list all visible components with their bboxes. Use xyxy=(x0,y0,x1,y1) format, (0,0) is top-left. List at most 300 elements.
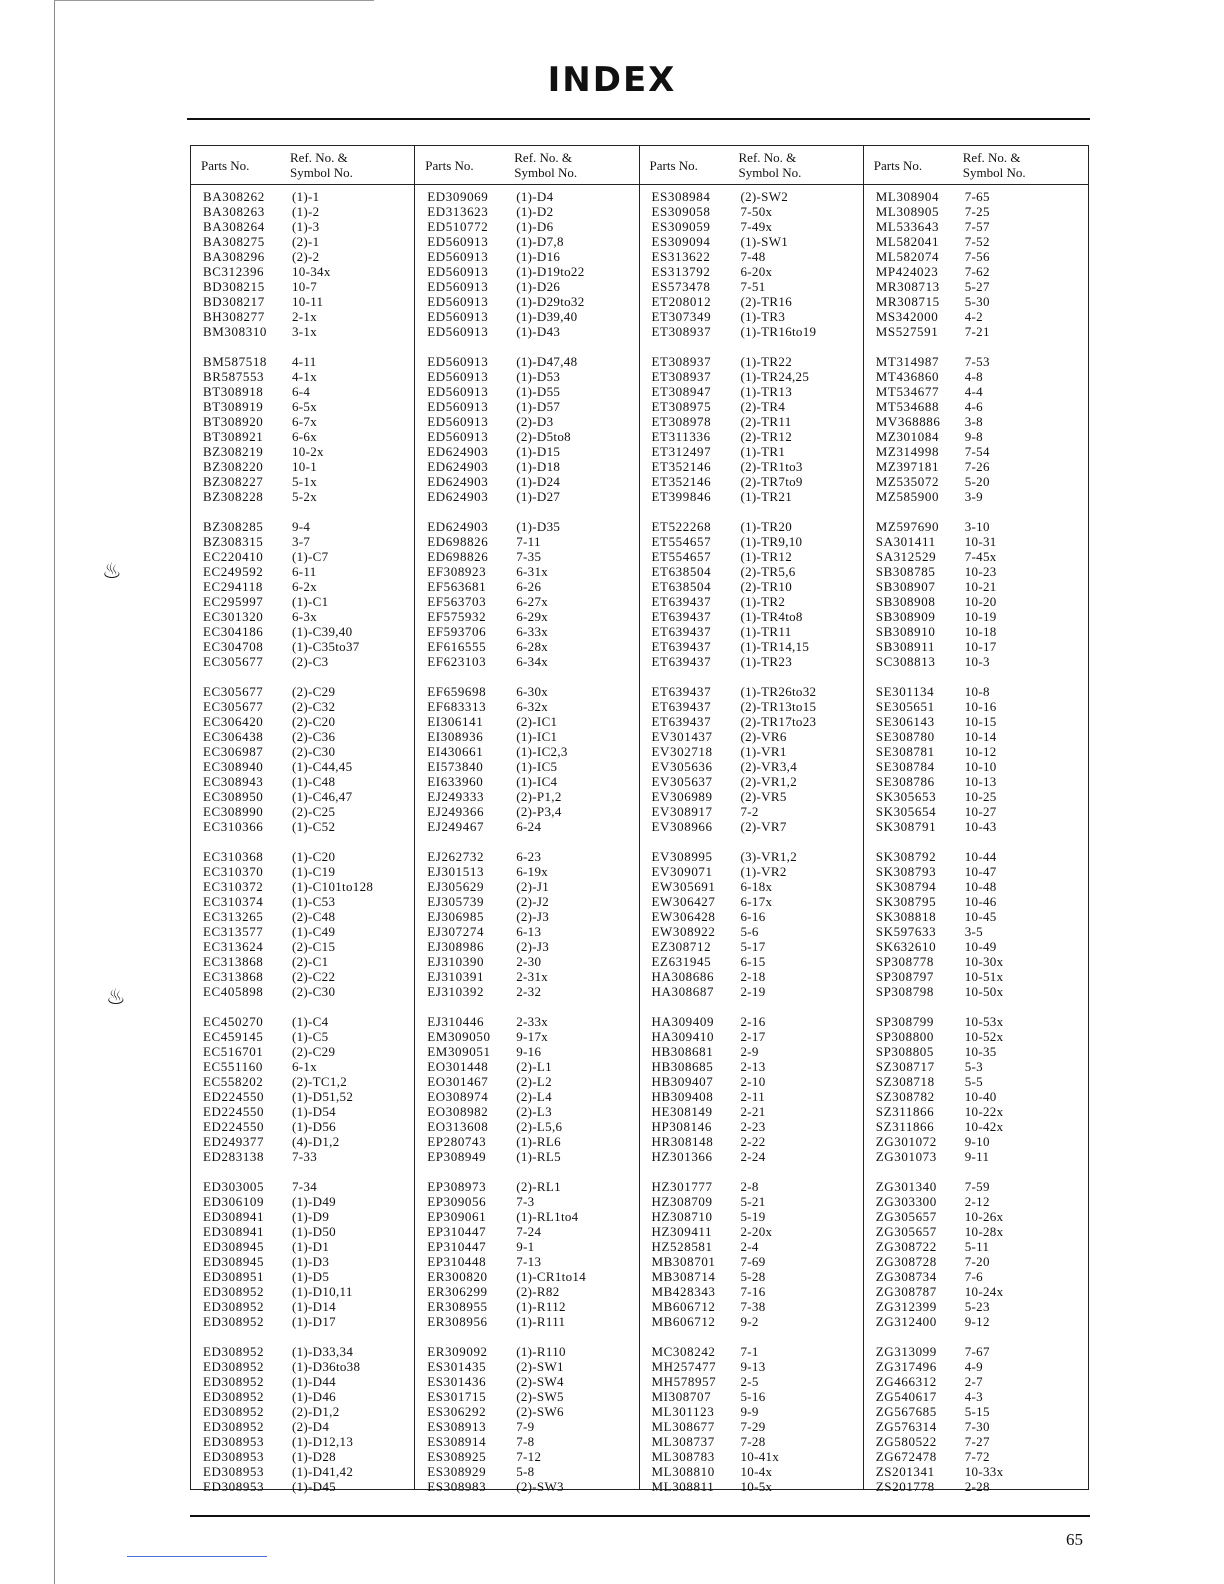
parts-no: ML308904 xyxy=(875,189,940,204)
ref-symbol-no: 6-24 xyxy=(516,819,542,834)
header-parts-no: Parts No. xyxy=(649,158,698,173)
ref-symbol-no: (1)-C4 xyxy=(292,1014,329,1029)
table-row xyxy=(191,1014,414,1029)
table-row xyxy=(415,774,638,789)
table-row xyxy=(640,189,863,204)
table-row xyxy=(191,639,414,654)
table-row xyxy=(191,924,414,939)
parts-no: ET554657 xyxy=(651,549,712,564)
table-row xyxy=(415,1149,638,1164)
table-row xyxy=(864,909,1088,924)
ref-symbol-no: 6-33x xyxy=(516,624,549,639)
parts-no: ED308941 xyxy=(203,1209,265,1224)
parts-no: ZS201778 xyxy=(875,1479,935,1494)
parts-no: EP309061 xyxy=(427,1209,487,1224)
ref-symbol-no: 7-9 xyxy=(516,1419,535,1434)
table-row xyxy=(864,849,1088,864)
table-row xyxy=(640,234,863,249)
table-row xyxy=(191,1314,414,1329)
ref-symbol-no: (1)-D29to32 xyxy=(516,294,585,309)
ref-symbol-no: 4-6 xyxy=(964,399,983,414)
parts-no: BZ308228 xyxy=(203,489,264,504)
parts-no: EM309050 xyxy=(427,1029,491,1044)
parts-no: EV305636 xyxy=(651,759,713,774)
ref-symbol-no: (1)-TR4to8 xyxy=(740,609,803,624)
parts-no: ML301123 xyxy=(651,1404,715,1419)
table-row xyxy=(415,1089,638,1104)
table-row xyxy=(864,369,1088,384)
ref-symbol-no: (1)-SW1 xyxy=(740,234,789,249)
table-row xyxy=(640,414,863,429)
parts-no: EC313624 xyxy=(203,939,264,954)
parts-no: ES313792 xyxy=(651,264,711,279)
parts-no: ZG308734 xyxy=(875,1269,937,1284)
ref-symbol-no: 9-13 xyxy=(740,1359,766,1374)
parts-no: HZ308709 xyxy=(651,1194,713,1209)
ref-symbol-no: (1)-D53 xyxy=(516,369,561,384)
ref-symbol-no: (1)-R110 xyxy=(516,1344,566,1359)
table-row xyxy=(191,324,414,339)
parts-no: ES301715 xyxy=(427,1389,487,1404)
ref-symbol-no: 4-2 xyxy=(964,309,983,324)
table-row xyxy=(191,1269,414,1284)
ref-symbol-no: (2)-VR5 xyxy=(740,789,787,804)
table-row xyxy=(191,474,414,489)
table-row xyxy=(415,1194,638,1209)
table-row xyxy=(864,894,1088,909)
table-row xyxy=(864,579,1088,594)
table-row xyxy=(191,1299,414,1314)
table-row xyxy=(864,804,1088,819)
table-row xyxy=(415,1299,638,1314)
ref-symbol-no: (1)-C49 xyxy=(292,924,336,939)
ref-symbol-no: 10-5x xyxy=(740,1479,773,1494)
parts-no: SK308792 xyxy=(875,849,937,864)
ref-symbol-no: (1)-C46,47 xyxy=(292,789,353,804)
parts-no: MT436860 xyxy=(875,369,940,384)
ref-symbol-no: (2)-C1 xyxy=(292,954,329,969)
ref-symbol-no: 7-52 xyxy=(964,234,990,249)
table-row xyxy=(191,1059,414,1074)
table-row xyxy=(864,249,1088,264)
ref-symbol-no: (2)-IC1 xyxy=(516,714,558,729)
ref-symbol-no: 7-16 xyxy=(740,1284,766,1299)
parts-no: ED308945 xyxy=(203,1239,265,1254)
ref-symbol-no: 2-22 xyxy=(740,1134,766,1149)
table-row xyxy=(191,1449,414,1464)
table-row xyxy=(864,1464,1088,1479)
ref-symbol-no: 2-9 xyxy=(740,1044,759,1059)
ref-symbol-no: (1)-D10,11 xyxy=(292,1284,353,1299)
ref-symbol-no: 10-53x xyxy=(964,1014,1004,1029)
ref-symbol-no: (2)-D3 xyxy=(516,414,554,429)
ref-symbol-no: 9-2 xyxy=(740,1314,759,1329)
parts-no: ET639437 xyxy=(651,714,712,729)
parts-no: EC313265 xyxy=(203,909,264,924)
table-row xyxy=(640,729,863,744)
table-row xyxy=(640,1044,863,1059)
header-ref-symbol xyxy=(739,150,802,180)
table-row xyxy=(864,1179,1088,1194)
parts-no: ML308737 xyxy=(651,1434,715,1449)
parts-no: EC301320 xyxy=(203,609,264,624)
parts-no: EP280743 xyxy=(427,1134,487,1149)
ref-symbol-no: 7-26 xyxy=(964,459,990,474)
table-row xyxy=(640,639,863,654)
parts-no: SK632610 xyxy=(875,939,937,954)
parts-no: EC558202 xyxy=(203,1074,264,1089)
parts-no: SE301134 xyxy=(875,684,935,699)
table-row xyxy=(640,1449,863,1464)
parts-no: MH257477 xyxy=(651,1359,717,1374)
ref-symbol-no: 4-4 xyxy=(964,384,983,399)
parts-no: EC306438 xyxy=(203,729,264,744)
ref-symbol-no: 7-24 xyxy=(516,1224,542,1239)
parts-no: ES308914 xyxy=(427,1434,487,1449)
parts-no: ET639437 xyxy=(651,639,712,654)
table-row xyxy=(191,849,414,864)
ref-symbol-no: 6-17x xyxy=(740,894,773,909)
ref-symbol-no: 7-21 xyxy=(964,324,990,339)
ref-symbol-no: (2)-J3 xyxy=(516,939,550,954)
ref-symbol-no: (1)-C20 xyxy=(292,849,336,864)
table-row xyxy=(640,1419,863,1434)
table-row xyxy=(191,1089,414,1104)
ref-symbol-no: 6-11 xyxy=(292,564,317,579)
parts-no: EZ308712 xyxy=(651,939,712,954)
ref-symbol-no: 7-62 xyxy=(964,264,990,279)
table-row xyxy=(640,534,863,549)
ref-symbol-no: 2-17 xyxy=(740,1029,766,1044)
table-row xyxy=(864,684,1088,699)
parts-no: ED308953 xyxy=(203,1464,265,1479)
ref-symbol-no: (2)-SW3 xyxy=(516,1479,564,1494)
parts-no: ED560913 xyxy=(427,414,489,429)
table-row xyxy=(191,1359,414,1374)
parts-no: ED560913 xyxy=(427,264,489,279)
table-row xyxy=(864,1104,1088,1119)
scan-mark: ♨ xyxy=(102,558,122,583)
ref-symbol-no: (2)-L4 xyxy=(516,1089,552,1104)
table-row xyxy=(191,1074,414,1089)
table-row xyxy=(864,654,1088,669)
table-row xyxy=(864,549,1088,564)
ref-symbol-no: 7-28 xyxy=(740,1434,766,1449)
ref-symbol-no: 7-8 xyxy=(516,1434,535,1449)
table-row xyxy=(415,609,638,624)
parts-no: ML308905 xyxy=(875,204,940,219)
parts-no: SK305654 xyxy=(875,804,937,819)
ref-symbol-no: 3-8 xyxy=(964,414,983,429)
table-row xyxy=(640,654,863,669)
table-row xyxy=(191,249,414,264)
header-ref-symbol xyxy=(290,150,353,180)
table-row xyxy=(640,1194,863,1209)
ref-symbol-no: 6-2x xyxy=(292,579,318,594)
table-row xyxy=(640,1299,863,1314)
table-row xyxy=(191,1104,414,1119)
parts-no: EV308995 xyxy=(651,849,713,864)
ref-symbol-no: (1)-C19 xyxy=(292,864,336,879)
ref-symbol-no: 6-15 xyxy=(740,954,766,969)
parts-no: ML308811 xyxy=(651,1479,715,1494)
parts-no: ZG313099 xyxy=(875,1344,937,1359)
parts-no: HA308687 xyxy=(651,984,715,999)
ref-symbol-no: 7-56 xyxy=(964,249,990,264)
parts-no: ED306109 xyxy=(203,1194,265,1209)
ref-symbol-no: (1)-TR1 xyxy=(740,444,786,459)
parts-no: EC310374 xyxy=(203,894,264,909)
parts-no: BA308264 xyxy=(203,219,265,234)
ref-symbol-no: 10-16 xyxy=(964,699,997,714)
parts-no: SC308813 xyxy=(875,654,936,669)
ref-symbol-no: 6-1x xyxy=(292,1059,318,1074)
table-row xyxy=(415,924,638,939)
table-row xyxy=(415,1344,638,1359)
table-row xyxy=(191,969,414,984)
ref-symbol-no: 10-7 xyxy=(292,279,318,294)
table-row xyxy=(191,759,414,774)
ref-symbol-no: 7-50x xyxy=(740,204,773,219)
parts-no: SZ311866 xyxy=(875,1104,935,1119)
table-row xyxy=(191,204,414,219)
ref-symbol-no: (1)-IC2,3 xyxy=(516,744,568,759)
table-row xyxy=(191,384,414,399)
table-row xyxy=(640,1014,863,1029)
parts-no: MS527591 xyxy=(875,324,939,339)
ref-symbol-no: (2)-SW6 xyxy=(516,1404,564,1419)
table-row xyxy=(640,369,863,384)
parts-no: SZ308717 xyxy=(875,1059,935,1074)
ref-symbol-no: 10-43 xyxy=(964,819,997,834)
parts-no: HA309409 xyxy=(651,1014,715,1029)
table-row xyxy=(864,639,1088,654)
ref-symbol-no: (2)-J2 xyxy=(516,894,550,909)
parts-no: MR308715 xyxy=(875,294,940,309)
ref-symbol-no: (2)-2 xyxy=(292,249,320,264)
table-row xyxy=(191,1119,414,1134)
ref-symbol-no: 10-19 xyxy=(964,609,997,624)
ref-symbol-no: 7-34 xyxy=(292,1179,318,1194)
table-row xyxy=(191,309,414,324)
table-row xyxy=(415,534,638,549)
table-row xyxy=(864,234,1088,249)
ref-symbol-no: 2-31x xyxy=(516,969,549,984)
parts-no: ML533643 xyxy=(875,219,940,234)
ref-symbol-no: 3-9 xyxy=(964,489,983,504)
parts-no: SP308798 xyxy=(875,984,935,999)
table-row xyxy=(864,264,1088,279)
ref-symbol-no: (1)-TR3 xyxy=(740,309,786,324)
table-row xyxy=(864,309,1088,324)
table-row xyxy=(640,264,863,279)
table-row xyxy=(415,1464,638,1479)
parts-no: SA312529 xyxy=(875,549,937,564)
parts-no: ER306299 xyxy=(427,1284,488,1299)
table-row xyxy=(415,654,638,669)
table-row xyxy=(864,294,1088,309)
parts-no: EC313577 xyxy=(203,924,264,939)
table-row xyxy=(191,1254,414,1269)
table-row xyxy=(640,909,863,924)
table-row xyxy=(640,924,863,939)
table-row xyxy=(191,489,414,504)
parts-no: ED624903 xyxy=(427,444,489,459)
parts-no: EC310368 xyxy=(203,849,264,864)
parts-no: EC308940 xyxy=(203,759,264,774)
ref-symbol-no: 5-6 xyxy=(740,924,759,939)
table-row xyxy=(864,744,1088,759)
ref-symbol-no: (2)-C30 xyxy=(292,984,336,999)
table-row xyxy=(640,954,863,969)
parts-no: EF623103 xyxy=(427,654,487,669)
parts-no: ED313623 xyxy=(427,204,489,219)
parts-no: EJ249467 xyxy=(427,819,485,834)
parts-no: EZ631945 xyxy=(651,954,712,969)
table-row xyxy=(191,294,414,309)
ref-symbol-no: (1)-C44,45 xyxy=(292,759,353,774)
table-row xyxy=(864,414,1088,429)
ref-symbol-no: (1)-D49 xyxy=(292,1194,336,1209)
ref-symbol-no: 5-21 xyxy=(740,1194,766,1209)
parts-no: ED624903 xyxy=(427,519,489,534)
parts-no: ED308952 xyxy=(203,1314,265,1329)
table-row xyxy=(415,579,638,594)
parts-no: ED560913 xyxy=(427,324,489,339)
ref-symbol-no: (1)-C52 xyxy=(292,819,336,834)
ref-symbol-no: 6-19x xyxy=(516,864,549,879)
parts-no: ES309058 xyxy=(651,204,711,219)
table-row xyxy=(191,1284,414,1299)
parts-no: ED308952 xyxy=(203,1374,265,1389)
table-row xyxy=(640,399,863,414)
table-row xyxy=(191,429,414,444)
table-row xyxy=(191,654,414,669)
parts-no: ET308978 xyxy=(651,414,712,429)
ref-symbol-no: 2-13 xyxy=(740,1059,766,1074)
table-row xyxy=(864,1449,1088,1464)
table-row xyxy=(415,759,638,774)
ref-symbol-no: (1)-C39,40 xyxy=(292,624,353,639)
ref-symbol-no: 7-51 xyxy=(740,279,766,294)
ref-symbol-no: (1)-D5 xyxy=(292,1269,330,1284)
ref-symbol-no: (1)-D15 xyxy=(516,444,561,459)
ref-symbol-no: 2-32 xyxy=(516,984,542,999)
table-row xyxy=(640,519,863,534)
ref-symbol-no: (2)-VR6 xyxy=(740,729,787,744)
parts-no: ED308952 xyxy=(203,1404,265,1419)
parts-no: EW308922 xyxy=(651,924,716,939)
ref-symbol-no: 10-22x xyxy=(964,1104,1004,1119)
top-rule xyxy=(187,118,1090,120)
ref-symbol-no: (1)-C7 xyxy=(292,549,329,564)
ref-symbol-no: 10-48 xyxy=(964,879,997,894)
table-row xyxy=(191,399,414,414)
parts-no: HZ301777 xyxy=(651,1179,713,1194)
parts-no: MB606712 xyxy=(651,1314,716,1329)
parts-no: EP310447 xyxy=(427,1239,487,1254)
table-row xyxy=(640,1389,863,1404)
ref-symbol-no: (1)-D12,13 xyxy=(292,1434,354,1449)
ref-symbol-no: (1)-D6 xyxy=(516,219,554,234)
ref-symbol-no: 10-26x xyxy=(964,1209,1004,1224)
parts-no: MT534677 xyxy=(875,384,940,399)
parts-no: EC313868 xyxy=(203,954,264,969)
parts-no: MB606712 xyxy=(651,1299,716,1314)
ref-symbol-no: 7-13 xyxy=(516,1254,542,1269)
parts-no: SB308785 xyxy=(875,564,936,579)
parts-no: BD308215 xyxy=(203,279,265,294)
ref-symbol-no: 5-8 xyxy=(516,1464,535,1479)
table-row xyxy=(864,1434,1088,1449)
parts-no: EP310447 xyxy=(427,1224,487,1239)
ref-symbol-no: (2)-C22 xyxy=(292,969,336,984)
parts-no: ET352146 xyxy=(651,474,712,489)
ref-symbol-no: 10-21 xyxy=(964,579,997,594)
table-row xyxy=(191,189,414,204)
table-row xyxy=(415,699,638,714)
header-symbol-line: Symbol No. xyxy=(738,165,802,180)
ref-symbol-no: (2)-TR10 xyxy=(740,579,792,594)
ref-symbol-no: (1)-C35to37 xyxy=(292,639,360,654)
table-row xyxy=(415,1419,638,1434)
ref-symbol-no: 10-15 xyxy=(964,714,997,729)
parts-no: EJ305739 xyxy=(427,894,485,909)
ref-symbol-no: 9-16 xyxy=(516,1044,542,1059)
ref-symbol-no: 7-35 xyxy=(516,549,542,564)
table-row xyxy=(191,699,414,714)
parts-no: SK308793 xyxy=(875,864,937,879)
ref-symbol-no: 6-27x xyxy=(516,594,549,609)
ref-symbol-no: (1)-D43 xyxy=(516,324,561,339)
table-row xyxy=(640,564,863,579)
parts-no: ET208012 xyxy=(651,294,712,309)
ref-symbol-no: (1)-D14 xyxy=(292,1299,336,1314)
table-row xyxy=(415,234,638,249)
parts-no: ED624903 xyxy=(427,459,489,474)
parts-no: EI573840 xyxy=(427,759,484,774)
parts-no: SZ311866 xyxy=(875,1119,935,1134)
parts-no: HB309408 xyxy=(651,1089,714,1104)
ref-symbol-no: (2)-J3 xyxy=(516,909,550,924)
table-row xyxy=(415,624,638,639)
parts-no: ET399846 xyxy=(651,489,712,504)
table-row xyxy=(415,219,638,234)
ref-symbol-no: (2)-L5,6 xyxy=(516,1119,563,1134)
ref-symbol-no: (1)-TR26to32 xyxy=(740,684,817,699)
parts-no: EW306427 xyxy=(651,894,716,909)
parts-no: ZG580522 xyxy=(875,1434,937,1449)
parts-no: BT308921 xyxy=(203,429,264,444)
ref-symbol-no: (1)-C53 xyxy=(292,894,336,909)
parts-no: EV305637 xyxy=(651,774,713,789)
table-row xyxy=(864,1059,1088,1074)
table-row xyxy=(640,1479,863,1494)
ref-symbol-no: (1)-D18 xyxy=(516,459,561,474)
ref-symbol-no: 10-3 xyxy=(964,654,990,669)
ref-symbol-no: (1)-C101to128 xyxy=(292,879,374,894)
parts-no: EF593706 xyxy=(427,624,487,639)
parts-no: MZ314998 xyxy=(875,444,940,459)
parts-no: ED308952 xyxy=(203,1359,265,1374)
ref-symbol-no: (1)-TR16to19 xyxy=(740,324,817,339)
parts-no: BT308920 xyxy=(203,414,264,429)
ref-symbol-no: (1)-TR2 xyxy=(740,594,786,609)
ref-symbol-no: (1)-TR22 xyxy=(740,354,792,369)
header-parts-no: Parts No. xyxy=(873,158,923,173)
parts-no: ET307349 xyxy=(651,309,712,324)
table-row xyxy=(864,789,1088,804)
